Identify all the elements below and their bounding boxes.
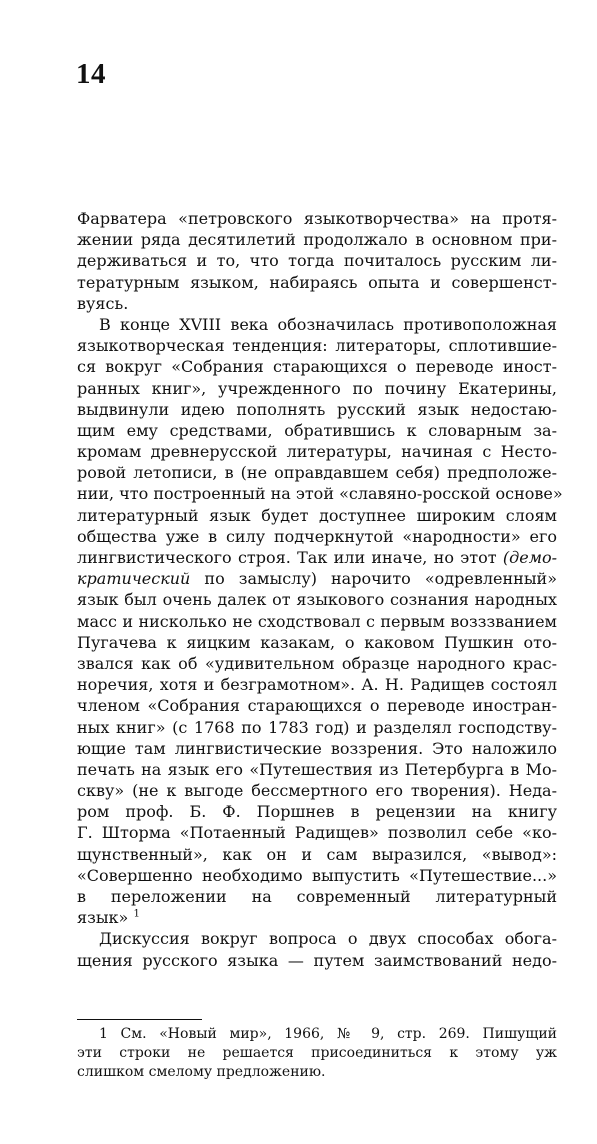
page-number: 14 bbox=[76, 58, 106, 90]
text-line: звался как об «удивительном образце народного крас- bbox=[77, 653, 557, 673]
text-line: щения русского языка — путем заимствований недо- bbox=[77, 950, 557, 970]
text-line: В конце XVIII века обозначилась противоположная bbox=[99, 314, 557, 334]
text-line-with-italic bbox=[77, 568, 557, 589]
text-fragment: по замыслу) нарочито «одревленный» bbox=[190, 569, 557, 589]
italic-fragment: (демо- bbox=[502, 548, 557, 567]
text-line: выдвинули идею пополнять русский язык недостаю- bbox=[77, 399, 557, 419]
text-line: нии, что построенный на этой «славяно-росской основе» bbox=[77, 484, 563, 504]
text-line-with-footnote-ref bbox=[77, 907, 557, 928]
text-line: язык был очень далек от языкового сознания народных bbox=[77, 590, 557, 610]
italic-fragment: кратический bbox=[77, 569, 191, 589]
text-line: ных книг» (с 1768 по 1783 год) и разделял господству- bbox=[77, 717, 557, 737]
text-fragment: лингвистического строя. Так или иначе, но этот bbox=[77, 548, 503, 567]
text-line: ранных книг», учрежденного по почину Екатерины, bbox=[77, 378, 557, 398]
footnote-line: эти строки не решается присоединиться к этому уж bbox=[77, 1045, 557, 1061]
text-line: вуясь. bbox=[77, 293, 129, 313]
text-line: «Совершенно необходимо выпустить «Путешествие...» bbox=[77, 865, 557, 885]
text-line: держиваться и то, что тогда почиталось русским ли- bbox=[77, 251, 557, 271]
text-fragment: язык» bbox=[77, 908, 134, 928]
text-line: ром проф. Б. Ф. Поршнев в рецензии на книгу bbox=[77, 802, 557, 822]
text-line: членом «Собрания старающихся о переводе иностран- bbox=[77, 696, 557, 716]
text-line: норечия, хотя и безграмотном». А. Н. Радищев состоял bbox=[77, 675, 557, 695]
text-line: в переложении на современный литературный bbox=[77, 887, 557, 906]
text-line: кромам древнерусской литературы, начиная с Несто- bbox=[77, 442, 557, 462]
text-line: Пугачева к яицким казакам, о каковом Пушкин ото- bbox=[77, 632, 557, 652]
text-line: литературный язык будет доступнее широким слоям bbox=[77, 505, 557, 525]
text-line: ся вокруг «Собрания старающихся о переводе иност- bbox=[77, 357, 557, 377]
text-line: щунственный», как он и сам выразился, «вывод»: bbox=[77, 844, 557, 864]
text-line: печать на язык его «Путешествия из Петербурга в Мо- bbox=[77, 759, 557, 779]
text-line: ровой летописи, в (не оправдавшем себя) предположе- bbox=[77, 463, 557, 483]
text-line: Дискуссия вокруг вопроса о двух способах обога- bbox=[99, 929, 557, 949]
text-line: щим ему средствами, обратившись к словарным за- bbox=[77, 420, 557, 440]
text-line: скву» (не к выгоде бессмертного его творения). Неда- bbox=[77, 781, 557, 801]
text-line: Г. Шторма «Потаенный Радищев» позволил себе «ко- bbox=[77, 823, 557, 843]
text-line-with-italic bbox=[77, 547, 557, 568]
text-line: ющие там лингвистические воззрения. Это наложило bbox=[77, 738, 557, 758]
footnote-line: 1 См. «Новый мир», 1966, № 9, стр. 269. Пишущий bbox=[99, 1026, 557, 1042]
text-line: тературным языком, набираясь опыта и совершенст- bbox=[77, 272, 557, 292]
text-line: масс и нисколько не сходствовал с первым возззванием bbox=[77, 611, 557, 631]
text-line: Фарватера «петровского языкотворчества» на протя- bbox=[77, 209, 557, 228]
footnote-divider bbox=[77, 1019, 202, 1020]
main-text bbox=[77, 208, 563, 971]
footnote bbox=[77, 1025, 557, 1082]
text-line: языкотворческая тенденция: литераторы, сплотившие- bbox=[77, 336, 557, 356]
footnote-line: слишком смелому предложению. bbox=[77, 1064, 326, 1080]
footnote-reference[interactable]: 1 bbox=[133, 908, 140, 920]
text-line: жении ряда десятилетий продолжало в основном при- bbox=[77, 230, 557, 250]
text-line: общества уже в силу подчеркнутой «народности» его bbox=[77, 526, 557, 546]
